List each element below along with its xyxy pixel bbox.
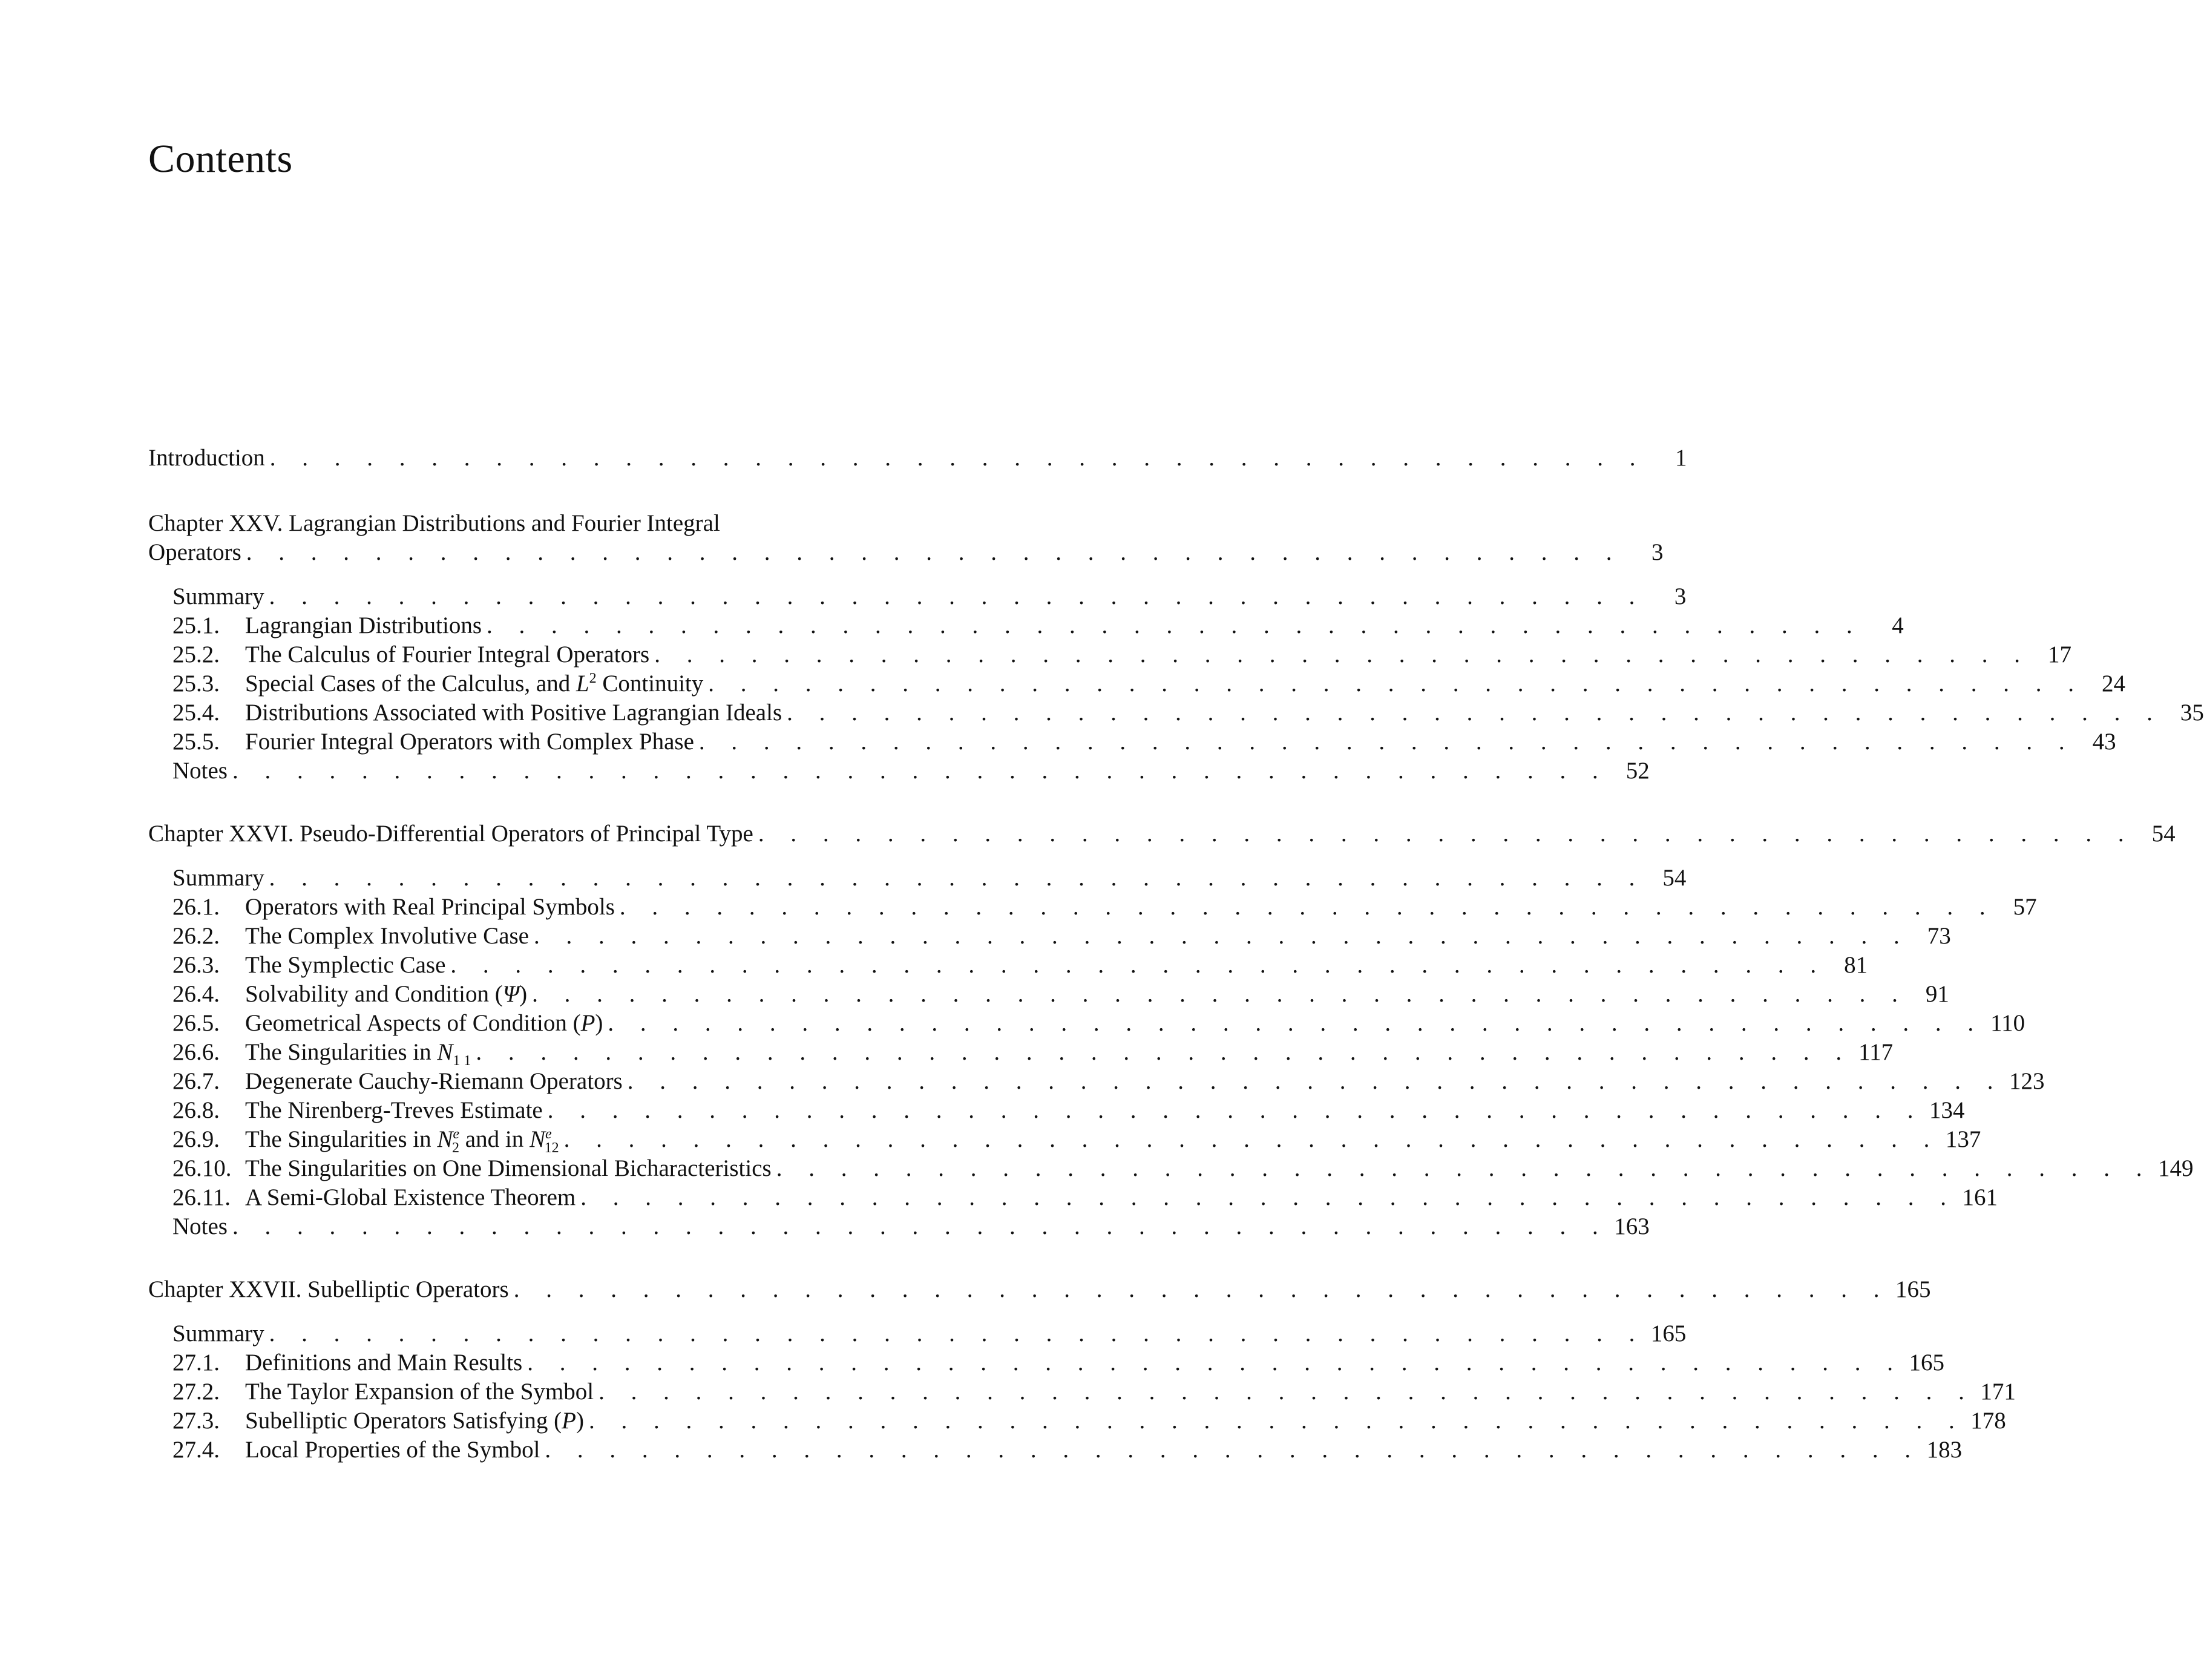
leader-dots: . . . . . . . . . . . . . . . . . . . . . . . . . . . . . . . . . . . . . . . . . . . [269, 865, 1645, 891]
leader-dots: . . . . . . . . . . . . . . . . . . . . . . . . . . . . . . . . . . . . . . . . . . . [246, 539, 1622, 565]
n-symbol: N [529, 1126, 545, 1152]
page-number: 54 [1662, 865, 1687, 891]
toc-entry-chapter-25[interactable] [148, 538, 1664, 567]
toc-entry-26-7[interactable] [172, 1067, 2045, 1096]
page-number: 52 [1625, 758, 1650, 784]
toc-entry-25-1[interactable] [172, 611, 1904, 640]
title-part: The Singularities in [245, 1126, 438, 1152]
entry-title: Summary [172, 1321, 264, 1347]
page-number: 134 [1929, 1097, 1965, 1123]
page-number: 137 [1945, 1126, 1981, 1152]
entry-title: Operators [148, 539, 241, 565]
leader-dots: . . . . . . . . . . . . . . . . . . . . . . . . . . . . . . . . . . . . . . . . . . . [758, 821, 2134, 847]
entry-title: The Calculus of Fourier Integral Operators [245, 641, 650, 668]
page-title: Contents [148, 137, 293, 181]
section-number: 27.4. [172, 1437, 220, 1463]
section-number: 25.4. [172, 700, 220, 726]
entry-title: Chapter XXVI. Pseudo-Differential Operators of Principal Type [148, 821, 753, 847]
leader-dots: . . . . . . . . . . . . . . . . . . . . . . . . . . . . . . . . . . . . . . . . . . . [619, 894, 1996, 920]
entry-title: Operators with Real Principal Symbols [245, 894, 615, 920]
leader-dots: . . . . . . . . . . . . . . . . . . . . . . . . . . . . . . . . . . . . . . . . . . . [534, 923, 1910, 949]
leader-dots: . . . . . . . . . . . . . . . . . . . . . . . . . . . . . . . . . . . . . . . . . . . [787, 700, 2163, 726]
page-number: 161 [1962, 1184, 1998, 1210]
leader-dots: . . . . . . . . . . . . . . . . . . . . . . . . . . . . . . . . . . . . . . . . . . . [545, 1437, 1921, 1463]
page-number: 163 [1614, 1213, 1650, 1239]
toc-entry-27-4[interactable] [172, 1436, 1963, 1465]
page-number: 149 [2157, 1155, 2194, 1181]
section-number: 27.2. [172, 1379, 220, 1405]
page-number: 35 [2180, 700, 2204, 726]
toc-entry-introduction[interactable] [148, 444, 1687, 473]
section-number: 25.2. [172, 641, 220, 668]
entry-title: Summary [172, 865, 264, 891]
entry-title [245, 669, 703, 698]
entry-title: A Semi-Global Existence Theorem [245, 1184, 576, 1210]
page-number: 24 [2102, 671, 2126, 697]
superscript: e [545, 1126, 552, 1142]
leader-dots: . . . . . . . . . . . . . . . . . . . . . . . . . . . . . . . . . . . . . . . . . . . [527, 1350, 1903, 1376]
leader-dots: . . . . . . . . . . . . . . . . . . . . . . . . . . . . . . . . . . . . . . . . . . . [776, 1155, 2153, 1181]
toc-entry-ch27-summary[interactable] [172, 1319, 1687, 1348]
toc-entry-27-2[interactable] [172, 1377, 2016, 1406]
psi-symbol: Ψ [502, 981, 520, 1007]
toc-entry-26-5[interactable] [172, 1009, 2025, 1038]
page-number: 178 [1970, 1408, 2006, 1434]
toc-entry-26-4[interactable] [172, 980, 1949, 1009]
page-number: 183 [1926, 1437, 1963, 1463]
section-number: 26.6. [172, 1039, 220, 1065]
page-number: 117 [1858, 1039, 1894, 1065]
leader-dots: . . . . . . . . . . . . . . . . . . . . . . . . . . . . . . . . . . . . . . . . . . . [269, 1321, 1645, 1347]
page-number: 81 [1844, 952, 1868, 978]
page-number: 123 [2009, 1068, 2045, 1094]
leader-dots: . . . . . . . . . . . . . . . . . . . . . . . . . . . . . . . . . . . . . . . . . . . [698, 729, 2075, 755]
page-number: 73 [1927, 923, 1951, 949]
chapter-25-title: Chapter XXV. Lagrangian Distributions and Fourier Integral [148, 510, 720, 536]
leader-dots: . . . . . . . . . . . . . . . . . . . . . . . . . . . . . . . . . . . . . . . . . . . [476, 1039, 1852, 1065]
entry-title: Local Properties of the Symbol [245, 1437, 540, 1463]
entry-title: The Nirenberg-Treves Estimate [245, 1097, 543, 1123]
toc-entry-26-9[interactable] [172, 1125, 1981, 1156]
toc-entry-chapter-26[interactable] [148, 819, 2176, 848]
toc-entry-ch26-summary[interactable] [172, 864, 1687, 893]
toc-entry-26-10[interactable] [172, 1154, 2194, 1183]
entry-title: Introduction [148, 445, 265, 471]
toc-entry-chapter-27[interactable] [148, 1275, 1931, 1304]
page-number: 3 [1674, 583, 1687, 609]
section-number: 26.11. [172, 1184, 231, 1210]
superscript: 2 [589, 671, 597, 686]
subscript: 12 [544, 1140, 559, 1156]
page-number: 91 [1925, 981, 1949, 1007]
leader-dots: . . . . . . . . . . . . . . . . . . . . . . . . . . . . . . . . . . . . . . . . . . . [654, 641, 2030, 668]
n-symbol: N [437, 1126, 453, 1152]
title-part: ) [519, 981, 528, 1007]
title-part: ) [576, 1408, 584, 1434]
section-number: 26.3. [172, 952, 220, 978]
page-number: 165 [1895, 1276, 1931, 1302]
page-number: 3 [1651, 539, 1664, 565]
toc-entry-26-6[interactable] [172, 1038, 1894, 1069]
entry-title: Definitions and Main Results [245, 1350, 523, 1376]
section-number: 27.1. [172, 1350, 220, 1376]
entry-title: Summary [172, 583, 264, 609]
entry-title [245, 1009, 603, 1038]
entry-title [245, 1125, 559, 1154]
page-number: 17 [2047, 641, 2071, 668]
title-part: Continuity [596, 671, 704, 697]
toc-entry-25-2[interactable] [172, 640, 2071, 669]
title-part: Special Cases of the Calculus, and [245, 671, 576, 697]
page-number: 165 [1650, 1321, 1687, 1347]
entry-title: Lagrangian Distributions [245, 612, 482, 638]
section-number: 26.7. [172, 1068, 220, 1094]
leader-dots: . . . . . . . . . . . . . . . . . . . . . . . . . . . . . . . . . . . . . . . . . . . [232, 758, 1609, 784]
title-part: Subelliptic Operators Satisfying ( [245, 1408, 562, 1434]
entry-title: The Complex Involutive Case [245, 923, 529, 949]
p-symbol: P [580, 1010, 595, 1036]
page-number: 1 [1675, 445, 1687, 471]
toc-entry-25-4[interactable] [172, 698, 2204, 727]
title-part: ) [595, 1010, 603, 1036]
toc-entry-ch25-notes[interactable] [172, 756, 1650, 786]
page-number: 57 [2013, 894, 2037, 920]
leader-dots: . . . . . . . . . . . . . . . . . . . . . . . . . . . . . . . . . . . . . . . . . . . [450, 952, 1827, 978]
page-number: 4 [1892, 612, 1904, 638]
toc-entry-25-3[interactable] [172, 669, 2126, 698]
entry-title [245, 980, 527, 1009]
toc-entry-26-3[interactable] [172, 951, 1868, 980]
entry-title [245, 1406, 584, 1436]
entry-title: The Singularities on One Dimensional Bicharacteristics [245, 1155, 772, 1181]
page-number: 165 [1909, 1350, 1944, 1376]
toc-entry-25-5[interactable] [172, 727, 2116, 756]
leader-dots: . . . . . . . . . . . . . . . . . . . . . . . . . . . . . . . . . . . . . . . . . . . [232, 1213, 1609, 1239]
entry-title: Chapter XXVII. Subelliptic Operators [148, 1276, 509, 1302]
title-part: Geometrical Aspects of Condition ( [245, 1010, 581, 1036]
entry-title: Distributions Associated with Positive Lagrangian Ideals [245, 700, 782, 726]
entry-title: The Symplectic Case [245, 952, 446, 978]
section-number: 25.5. [172, 729, 220, 755]
leader-dots: . . . . . . . . . . . . . . . . . . . . . . . . . . . . . . . . . . . . . . . . . . . [580, 1184, 1956, 1210]
section-number: 26.10. [172, 1155, 232, 1181]
l-symbol: L [576, 671, 589, 697]
entry-title: The Taylor Expansion of the Symbol [245, 1379, 594, 1405]
entry-title: Degenerate Cauchy-Riemann Operators [245, 1068, 623, 1094]
leader-dots: . . . . . . . . . . . . . . . . . . . . . . . . . . . . . . . . . . . . . . . . . . . [269, 445, 1646, 471]
toc-entry-ch26-notes[interactable] [172, 1212, 1650, 1241]
section-number: 26.5. [172, 1010, 220, 1036]
leader-dots: . . . . . . . . . . . . . . . . . . . . . . . . . . . . . . . . . . . . . . . . . . . [708, 671, 2085, 697]
subscript: 1 1 [453, 1052, 471, 1069]
leader-dots: . . . . . . . . . . . . . . . . . . . . . . . . . . . . . . . . . . . . . . . . . . . [487, 612, 1863, 638]
title-part: and in [459, 1126, 530, 1152]
p-symbol: P [562, 1408, 576, 1434]
leader-dots: . . . . . . . . . . . . . . . . . . . . . . . . . . . . . . . . . . . . . . . . . . . [599, 1379, 1975, 1405]
entry-title: Notes [172, 758, 228, 784]
entry-title: Notes [172, 1213, 228, 1239]
leader-dots: . . . . . . . . . . . . . . . . . . . . . . . . . . . . . . . . . . . . . . . . . . . [563, 1126, 1940, 1152]
page-number: 54 [2151, 821, 2176, 847]
leader-dots: . . . . . . . . . . . . . . . . . . . . . . . . . . . . . . . . . . . . . . . . . . . [513, 1276, 1890, 1302]
toc-entry-26-8[interactable] [172, 1096, 1965, 1125]
page-number: 171 [1980, 1379, 2016, 1405]
leader-dots: . . . . . . . . . . . . . . . . . . . . . . . . . . . . . . . . . . . . . . . . . . . [269, 583, 1645, 609]
section-number: 26.2. [172, 923, 220, 949]
title-part: Solvability and Condition ( [245, 981, 503, 1007]
toc-entry-ch25-summary[interactable] [172, 582, 1687, 611]
entry-title: Fourier Integral Operators with Complex Phase [245, 729, 694, 755]
page-number: 110 [1990, 1010, 2025, 1036]
leader-dots: . . . . . . . . . . . . . . . . . . . . . . . . . . . . . . . . . . . . . . . . . . . [547, 1097, 1924, 1123]
toc-entry-27-3[interactable] [172, 1406, 2006, 1436]
leader-dots: . . . . . . . . . . . . . . . . . . . . . . . . . . . . . . . . . . . . . . . . . . . [627, 1068, 2004, 1094]
toc-entry-27-1[interactable] [172, 1348, 1944, 1377]
toc-entry-26-11[interactable] [172, 1183, 1998, 1212]
leader-dots: . . . . . . . . . . . . . . . . . . . . . . . . . . . . . . . . . . . . . . . . . . . [532, 981, 1908, 1007]
n-symbol: N [437, 1039, 453, 1065]
subscript: 2 [452, 1140, 460, 1156]
title-part: The Singularities in [245, 1039, 438, 1065]
entry-title [245, 1038, 471, 1067]
leader-dots: . . . . . . . . . . . . . . . . . . . . . . . . . . . . . . . . . . . . . . . . . . . [608, 1010, 1984, 1036]
toc-entry-26-2[interactable] [172, 922, 1951, 951]
toc-entry-26-1[interactable] [172, 893, 2037, 922]
section-number: 26.1. [172, 894, 220, 920]
section-number: 26.4. [172, 981, 220, 1007]
leader-dots: . . . . . . . . . . . . . . . . . . . . . . . . . . . . . . . . . . . . . . . . . . . [589, 1408, 1965, 1434]
page-number: 43 [2092, 729, 2116, 755]
section-number: 25.3. [172, 671, 220, 697]
section-number: 26.8. [172, 1097, 220, 1123]
section-number: 27.3. [172, 1408, 220, 1434]
section-number: 25.1. [172, 612, 220, 638]
section-number: 26.9. [172, 1126, 220, 1152]
superscript: e [453, 1126, 460, 1142]
